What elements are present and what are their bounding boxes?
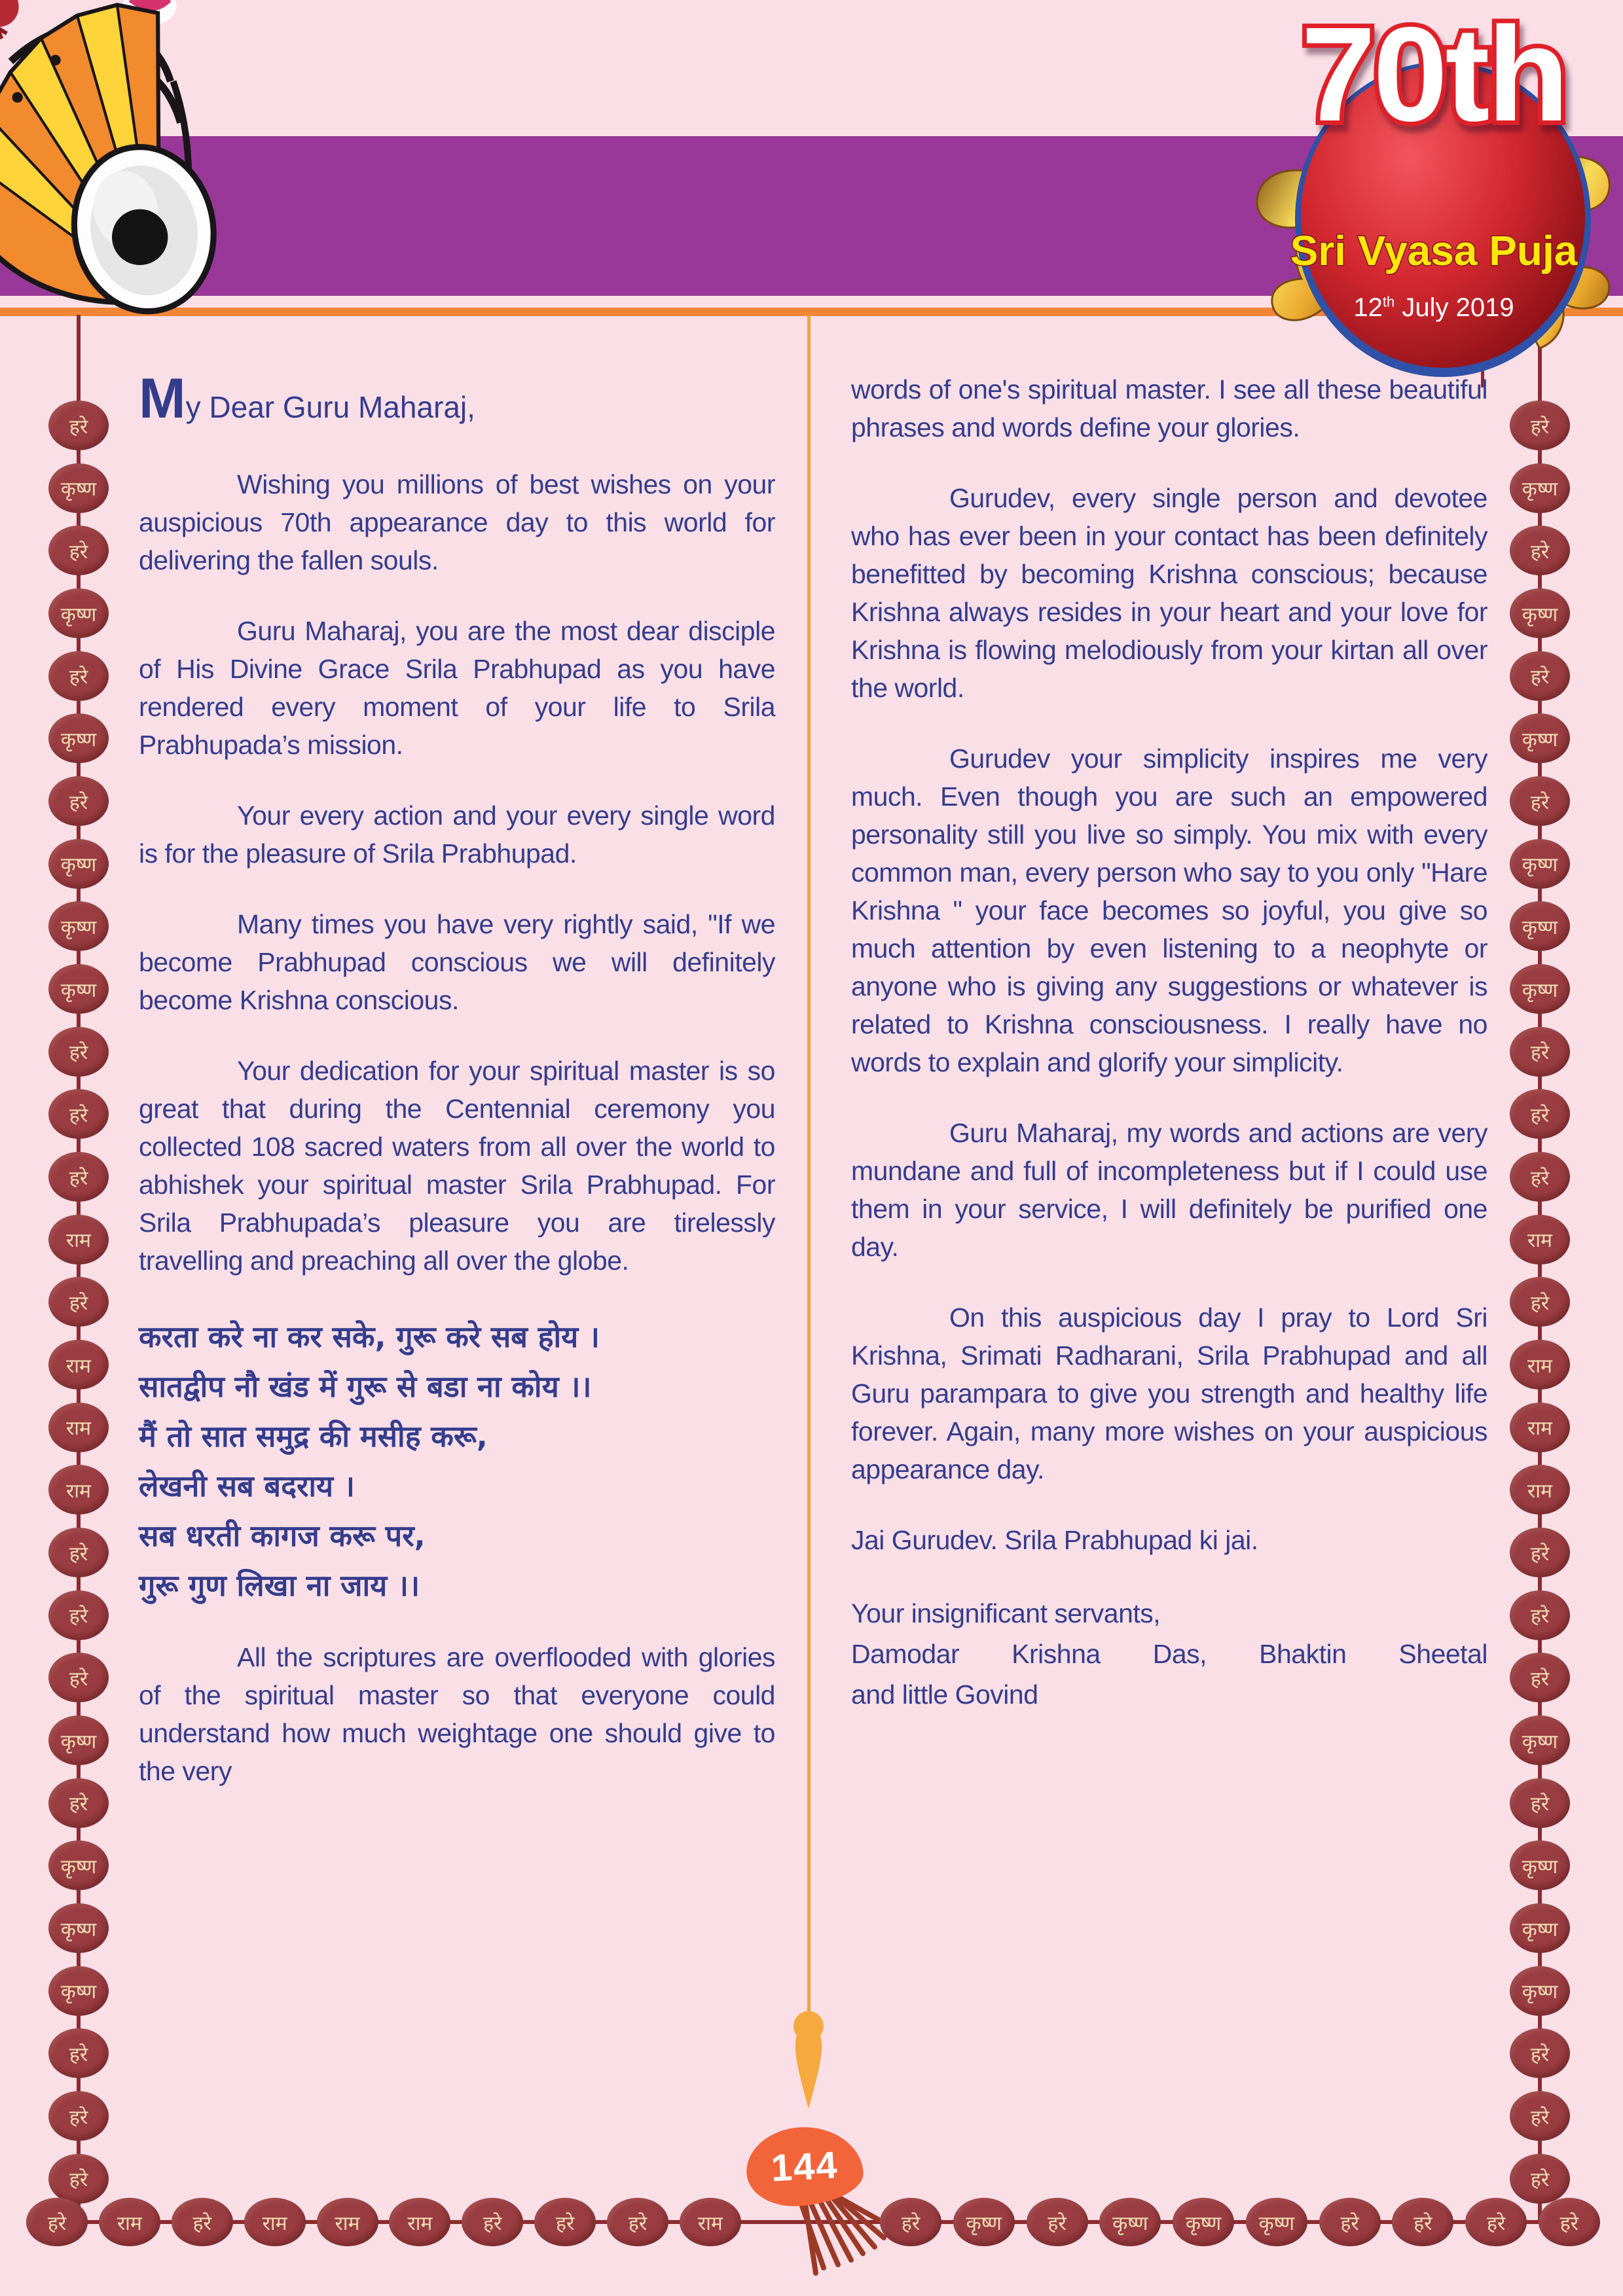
bead — [1510, 2091, 1570, 2141]
bead-label: कृष्ण — [1522, 853, 1558, 877]
bead-label: हरे — [69, 1667, 88, 1691]
pompom-decoration — [0, 0, 19, 27]
bead-label: हरे — [1530, 2106, 1550, 2129]
verse-line: मैं तो सात समुद्र की मसीह करू, — [139, 1419, 488, 1454]
bead-label: हरे — [69, 415, 88, 439]
bead-label: हरे — [1530, 1667, 1550, 1691]
bead — [953, 2198, 1015, 2246]
bead — [1510, 1903, 1570, 1953]
right-paragraphs — [851, 370, 1487, 1488]
bead-label: कृष्ण — [1522, 603, 1558, 626]
bottom-right-bead-string — [880, 2198, 1600, 2246]
bead — [48, 901, 109, 951]
bead-label: राम — [66, 1417, 91, 1441]
bead-label: हरे — [69, 1793, 88, 1816]
bead — [172, 2198, 233, 2246]
bead — [48, 1840, 109, 1890]
bead-label: हरे — [47, 2212, 67, 2235]
bead — [389, 2198, 450, 2246]
bead — [48, 2091, 109, 2141]
bead — [1027, 2198, 1088, 2246]
bead — [1510, 1778, 1570, 1828]
bead-label: राम — [1527, 1417, 1552, 1441]
pen-nib-ornament — [784, 2009, 833, 2111]
bead — [607, 2198, 668, 2246]
paragraph: Your dedication for your spiritual master is so great that during the Centennial ceremony you collected 108 sacred waters from all over the world to abhishek your spiritual master Srila Prabhupad. For Srila Prabhupada’s pleasure you are tirelessly travelling and preaching all over the globe. — [139, 1056, 775, 1276]
bead-label: हरे — [1530, 1041, 1550, 1065]
bead — [1510, 1215, 1570, 1265]
bead — [48, 964, 109, 1014]
bead-label: हरे — [1530, 1542, 1550, 1566]
letter-left-column — [139, 367, 775, 1823]
bead-label: कृष्ण — [1522, 916, 1558, 939]
bead-label: कृष्ण — [1258, 2212, 1295, 2235]
bead — [1510, 964, 1570, 1014]
paragraph: Your every action and your every single word is for the pleasure of Srila Prabhupad. — [139, 800, 775, 869]
verse-line: लेखनी सब बदराय । — [139, 1469, 355, 1503]
bead-label: हरे — [628, 2212, 647, 2235]
paragraph: Gurudev your simplicity inspires me very much. Even though you are such an empowered personality still you live so simply. You mix with every common man, every person who say to you only "Hare Krishna " your face becomes so joyful, you give so much attention by even listening to a neophyte or anyone who is giving any suggestions or whatever is related to Krishna consciousness. I really have no words to explain and glorify your simplicity. — [851, 744, 1487, 1077]
bead — [880, 2198, 941, 2246]
bead — [1510, 463, 1570, 513]
bead-label: हरे — [69, 1542, 88, 1566]
bottom-left-bead-string — [26, 2198, 741, 2246]
bead — [1510, 1403, 1570, 1452]
signoff-line: Your insignificant servants, — [851, 1598, 1161, 1628]
bead-label: हरे — [69, 791, 88, 814]
bead — [48, 588, 109, 638]
bead — [1510, 1027, 1570, 1077]
bead — [48, 2154, 109, 2204]
bead-label: हरे — [1530, 2168, 1550, 2192]
bead — [48, 651, 109, 701]
bead — [48, 1403, 109, 1452]
bead — [48, 1089, 109, 1139]
bead — [1173, 2198, 1234, 2246]
bead — [26, 2198, 88, 2246]
bead — [48, 1903, 109, 1953]
paragraph: Gurudev, every single person and devotee who has ever been in your contact has been definitely benefitted by becoming Krishna conscious; because Krishna always resides in your heart and your love for Krishna is flowing melodiously from your kirtan all over the world. — [851, 483, 1487, 703]
paragraph: Guru Maharaj, you are the most dear disciple of His Divine Grace Srila Prabhupad as you have rendered every moment of your life to Srila Prabhupada’s mission. — [139, 616, 775, 760]
bead — [1539, 2198, 1600, 2246]
salutation-dropcap: M — [139, 367, 186, 430]
bead — [48, 1778, 109, 1828]
bead-label: हरे — [1559, 2212, 1578, 2235]
bead-label: हरे — [69, 1166, 88, 1190]
badge-date: 12th July 2019 — [1353, 293, 1514, 322]
bead-label: कृष्ण — [1522, 1730, 1558, 1753]
paragraph: Many times you have very rightly said, "If we become Prabhupad conscious we will definitely become Krishna conscious. — [139, 909, 775, 1015]
hindi-verse — [139, 1312, 775, 1611]
signoff-block — [851, 1593, 1487, 1715]
bead — [1510, 839, 1570, 889]
bead — [1510, 1840, 1570, 1890]
bead-label: राम — [117, 2212, 142, 2235]
bead — [48, 1528, 109, 1577]
bead — [1392, 2198, 1453, 2246]
bead — [680, 2198, 741, 2246]
bead — [1246, 2198, 1307, 2246]
bead-label: कृष्ण — [1522, 728, 1558, 751]
bead — [1510, 1528, 1570, 1577]
page-number: 144 — [769, 2143, 840, 2190]
bead-label: कृष्ण — [1522, 1981, 1558, 2004]
bead — [48, 1653, 109, 1702]
bead — [48, 1215, 109, 1265]
bead-label: राम — [66, 1354, 91, 1378]
closing-line: Jai Gurudev. Srila Prabhupad ki jai. — [851, 1525, 1258, 1555]
bead-label: राम — [697, 2212, 723, 2235]
bead — [48, 1027, 109, 1077]
bead-label: राम — [335, 2212, 360, 2235]
bead-label: हरे — [1530, 1103, 1550, 1127]
bead-label: कृष्ण — [1522, 1918, 1558, 1941]
bead — [462, 2198, 523, 2246]
left-paragraphs — [139, 465, 775, 1280]
bead-label: कृष्ण — [60, 1730, 97, 1753]
bead — [1510, 1152, 1570, 1202]
bead-label: हरे — [192, 2212, 211, 2235]
bead — [1510, 2154, 1570, 2204]
bead — [48, 713, 109, 763]
bead-label: कृष्ण — [60, 728, 97, 751]
bead — [1510, 1715, 1570, 1765]
bead-label: राम — [1527, 1354, 1552, 1378]
bead-label: हरे — [1340, 2212, 1359, 2235]
bead — [48, 463, 109, 513]
bead — [48, 839, 109, 889]
bead-label: कृष्ण — [60, 478, 97, 501]
bead — [48, 401, 109, 450]
bead-label: कृष्ण — [60, 1981, 97, 2004]
bead-label: हरे — [69, 666, 88, 689]
bead-label: कृष्ण — [60, 853, 97, 877]
bead — [1319, 2198, 1381, 2246]
bead — [48, 1590, 109, 1640]
bead-label: कृष्ण — [1112, 2212, 1148, 2235]
dholak-drum-illustration — [0, 0, 232, 336]
verse-line: सातद्वीप नौ खंड में गुरू से बडा ना कोय ।। — [139, 1369, 592, 1404]
bead-label: हरे — [1530, 540, 1550, 564]
bead — [1510, 1089, 1570, 1139]
anniversary-badge — [1244, 0, 1623, 393]
bead-label: हरे — [1530, 415, 1550, 439]
letter-right-column — [851, 370, 1487, 1715]
bead — [1510, 1966, 1570, 2016]
signoff-line: and little Govind — [851, 1679, 1038, 1710]
salutation-text: y Dear Guru Maharaj, — [185, 390, 475, 424]
verse-line: गुरू गुण लिखा ना जाय ।। — [139, 1568, 420, 1603]
bead-label: हरे — [1530, 791, 1550, 814]
bead — [1510, 1277, 1570, 1327]
verse-line: सब धरती कागज करू पर, — [139, 1518, 426, 1553]
bead-label: हरे — [1530, 1793, 1550, 1816]
paragraph: Wishing you millions of best wishes on your auspicious 70th appearance day to this world for delivering the fallen souls. — [139, 469, 775, 575]
bead — [1510, 401, 1570, 450]
bead — [1510, 901, 1570, 951]
bead-label: हरे — [69, 1605, 88, 1628]
badge-subtitle: Sri Vyasa Puja — [1290, 227, 1578, 274]
bead — [48, 1340, 109, 1390]
bead-label: कृष्ण — [60, 1918, 97, 1941]
bead-label: कृष्ण — [60, 916, 97, 939]
signoff-line: Damodar Krishna Das, Bhaktin Sheetal — [851, 1639, 1487, 1669]
bead-label: कृष्ण — [60, 1855, 97, 1878]
paragraph: On this auspicious day I pray to Lord Sri Krishna, Srimati Radharani, Srila Prabhupad and all Guru parampara to give you strength and healthy life forever. Again, many more wishes on your auspicious appearance day. — [851, 1302, 1487, 1484]
bead — [1510, 526, 1570, 575]
bead-label: राम — [66, 1229, 91, 1253]
bead-label: हरे — [556, 2212, 575, 2235]
left-bead-string — [48, 401, 109, 2204]
bead-label: हरे — [69, 2043, 88, 2066]
bead — [1510, 1465, 1570, 1515]
bead-label: कृष्ण — [60, 978, 97, 1002]
bead-label: हरे — [69, 1041, 88, 1065]
bead — [48, 1152, 109, 1202]
bead-label: राम — [1527, 1229, 1552, 1253]
bead-label: राम — [262, 2212, 287, 2235]
bead-label: हरे — [1530, 1605, 1550, 1628]
paragraph: All the scriptures are overflooded with glories of the spiritual master so that everyone could understand how much weightage one should give to the very — [139, 1642, 775, 1786]
badge-title: 70th — [1301, 0, 1567, 149]
bead — [534, 2198, 596, 2246]
bead-label: हरे — [1530, 666, 1550, 689]
bead — [1465, 2198, 1527, 2246]
bead-label: हरे — [1048, 2212, 1067, 2235]
verse-line: करता करे ना कर सके, गुरू करे सब होय । — [139, 1319, 600, 1354]
bead — [1510, 651, 1570, 701]
bead-label: कृष्ण — [1522, 978, 1558, 1002]
bead-label: हरे — [69, 1103, 88, 1127]
bead — [1510, 1590, 1570, 1640]
bead — [48, 2028, 109, 2078]
bead-label: हरे — [483, 2212, 502, 2235]
bead-label: हरे — [1487, 2212, 1506, 2235]
bead — [1510, 2028, 1570, 2078]
bead — [1510, 713, 1570, 763]
bead — [317, 2198, 378, 2246]
salutation — [139, 367, 775, 431]
bead — [48, 776, 109, 826]
bead — [99, 2198, 160, 2246]
bead-label: हरे — [69, 1291, 88, 1315]
bead-label: कृष्ण — [1522, 1855, 1558, 1878]
bead-label: कृष्ण — [1522, 478, 1558, 501]
paragraph: words of one's spiritual master. I see all these beautiful phrases and words define your glories. — [851, 374, 1487, 442]
bead — [48, 1715, 109, 1765]
bead-label: हरे — [901, 2212, 921, 2235]
bead — [48, 526, 109, 575]
bead-label: कृष्ण — [60, 603, 97, 626]
bead-label: हरे — [1530, 1291, 1550, 1315]
paragraph: Guru Maharaj, my words and actions are very mundane and full of incompleteness but if I could use them in your service, I will definitely be purified one day. — [851, 1118, 1487, 1262]
bead — [244, 2198, 306, 2246]
bead — [1510, 1340, 1570, 1390]
bead — [1510, 1653, 1570, 1702]
bead-label: राम — [407, 2212, 433, 2235]
column-divider-line — [807, 315, 811, 2017]
right-bead-string — [1510, 401, 1570, 2204]
bead-label: हरे — [1530, 2043, 1550, 2066]
bead — [1510, 588, 1570, 638]
bead — [48, 1465, 109, 1515]
bead-label: कृष्ण — [966, 2212, 1002, 2235]
bead — [48, 1277, 109, 1327]
bead-label: हरे — [69, 2168, 88, 2192]
bead — [1510, 776, 1570, 826]
bead-label: हरे — [69, 540, 88, 564]
bead-label: हरे — [1530, 1166, 1550, 1190]
bead — [48, 1966, 109, 2016]
bead-label: हरे — [1413, 2212, 1432, 2235]
bead-label: हरे — [69, 2106, 88, 2129]
bead-label: राम — [66, 1479, 91, 1503]
bead-label: कृष्ण — [1185, 2212, 1222, 2235]
bead — [1099, 2198, 1161, 2246]
bead-label: राम — [1527, 1479, 1552, 1503]
